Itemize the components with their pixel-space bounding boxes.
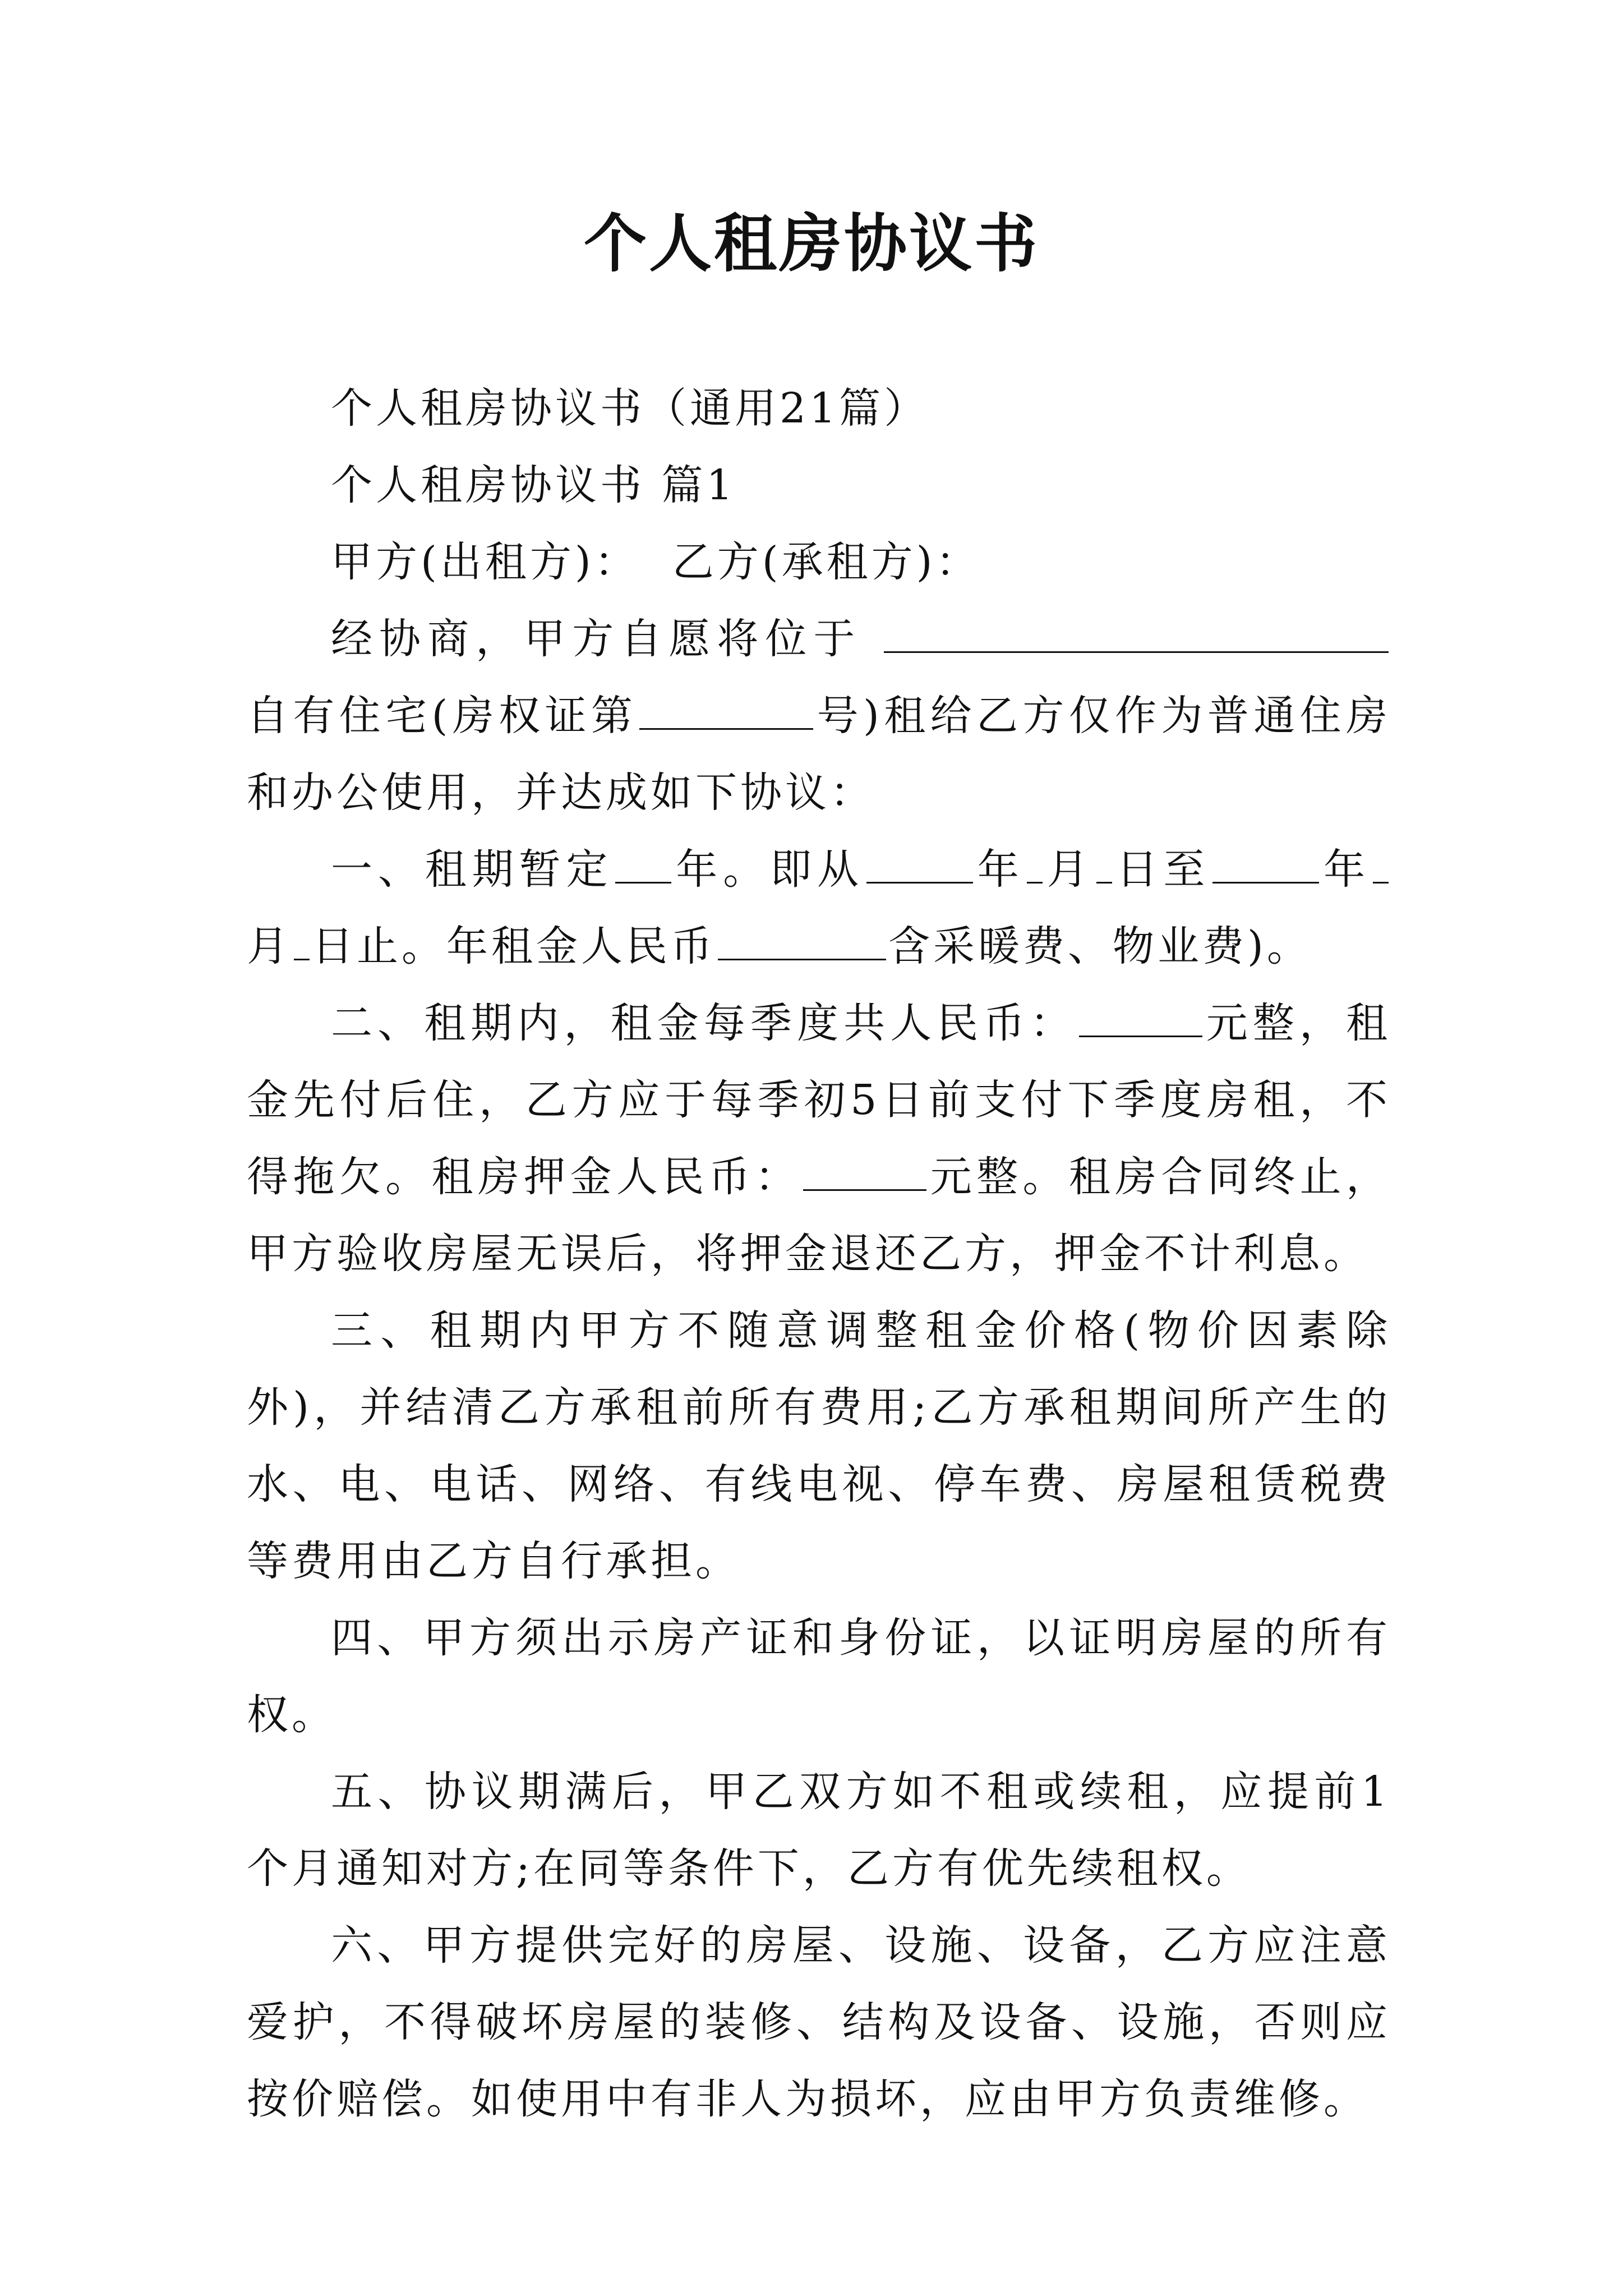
clause-2 — [247, 985, 1391, 1292]
document-title: 个人租房协议书 — [584, 207, 1039, 280]
start-month-blank — [1027, 847, 1043, 884]
location-blank — [884, 616, 1389, 653]
clause-1-text-1: 一、租期暂定 — [331, 845, 614, 894]
intro-text-2: 自有住宅(房权证第 — [247, 692, 638, 740]
clause-1-text-9: 含采暖费、物业费)。 — [888, 922, 1312, 970]
certificate-number-blank — [639, 693, 813, 730]
end-year-blank — [1212, 847, 1319, 884]
annual-rent-blank — [718, 924, 886, 960]
clause-2-text-3: 元整。租房合同终止，甲方验收房屋无误后，将押金退还乙方，押金不计利息。 — [247, 1153, 1391, 1278]
deposit-blank — [803, 1154, 926, 1191]
clause-4: 四、甲方须出示房产证和身份证，以证明房屋的所有权。 — [247, 1614, 1391, 1739]
clause-1-text-2: 年。即从 — [674, 845, 864, 894]
document-body — [247, 370, 1391, 2138]
start-year-blank — [866, 847, 973, 884]
clause-3: 三、租期内甲方不随意调整租金价格(物价因素除外)，并结清乙方承租前所有费用;乙方承租期间所产生的水、电、电话、网络、有线电视、停车费、房屋租赁税费等费用由乙方自行承担。 — [247, 1306, 1391, 1585]
term-years-blank — [615, 847, 671, 884]
clause-1-text-3: 年 — [975, 845, 1025, 894]
document-subtitle: 个人租房协议书（通用21篇） — [331, 384, 929, 432]
clause-1-text-6: 年 — [1321, 845, 1371, 894]
intro-text-3: 号)租给乙方仅作为普通住房和办公使用，并达成如下协议： — [247, 692, 1391, 817]
clause-1-text-5: 日至 — [1114, 845, 1211, 894]
clause-1-text-7: 月 — [247, 922, 292, 970]
start-day-blank — [1096, 847, 1112, 884]
parties-line: 甲方(出租方)： 乙方(承租方)： — [331, 538, 981, 586]
end-month-blank — [1373, 847, 1389, 884]
quarterly-rent-blank — [1079, 1001, 1202, 1037]
end-day-blank — [294, 924, 310, 960]
clause-6: 六、甲方提供完好的房屋、设施、设备，乙方应注意爱护，不得破坏房屋的装修、结构及设备、设施，否则应按价赔偿。如使用中有非人为损坏，应由甲方负责维修。 — [247, 1921, 1391, 2123]
clause-2-text-1: 二、租期内，租金每季度共人民币： — [331, 999, 1077, 1047]
intro-text-1: 经协商，甲方自愿将位于 — [331, 615, 862, 663]
intro-paragraph — [247, 601, 1391, 831]
clause-1-text-8: 日止。年租金人民币 — [312, 922, 716, 970]
clause-5: 五、协议期满后，甲乙双方如不租或续租，应提前1个月通知对方;在同等条件下，乙方有优先续租权。 — [247, 1768, 1391, 1893]
clause-2-text-2: 元整，租金先付后住，乙方应于每季初5日前支付下季度房租，不得拖欠。租房押金人民币： — [247, 999, 1391, 1201]
clause-1-text-4: 月 — [1044, 845, 1094, 894]
clause-1 — [247, 831, 1391, 985]
section-heading: 个人租房协议书 篇1 — [331, 461, 736, 509]
